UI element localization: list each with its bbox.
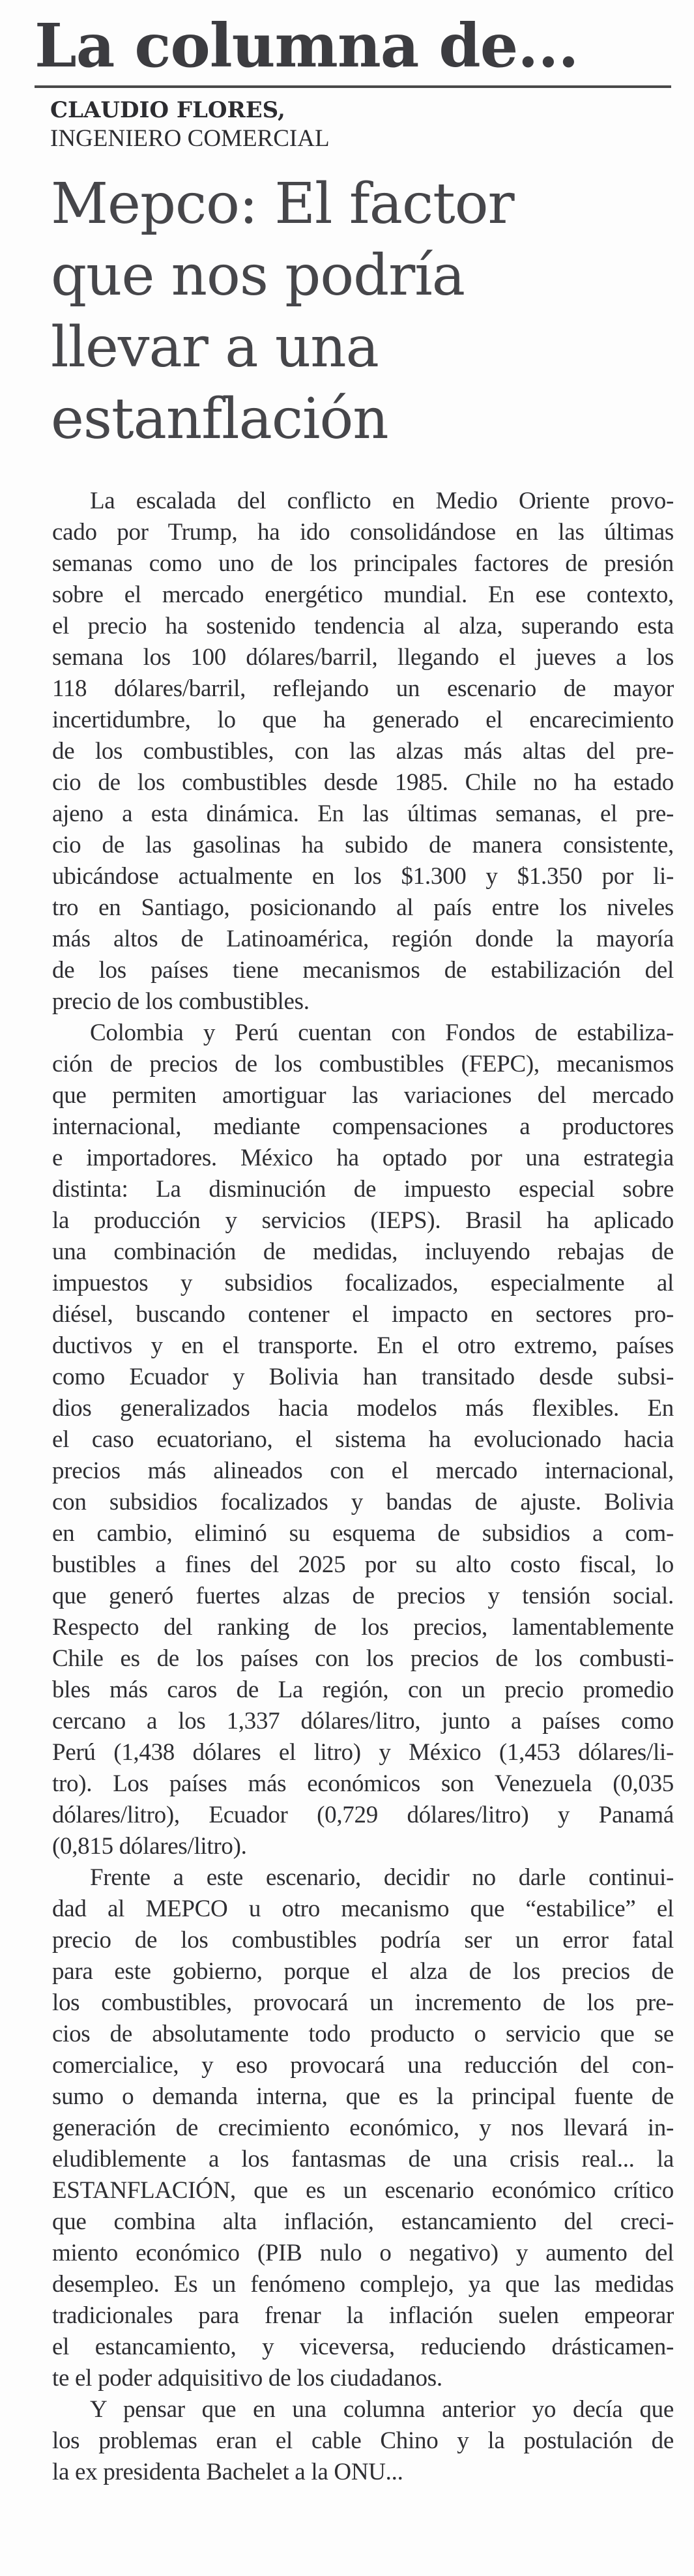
body-line: ubicándose actualmente en los $1.300 y $1.350 por li- (52, 863, 674, 890)
body-line: Respecto del ranking de los precios, lamentablemente (52, 1614, 674, 1641)
body-line: en cambio, eliminó su esquema de subsidios a com- (52, 1520, 674, 1547)
byline (50, 96, 330, 153)
body-line: internacional, mediante compensaciones a productores (52, 1113, 674, 1140)
body-line: Chile es de los países con los precios de los combusti- (52, 1645, 674, 1672)
body-line: bustibles a fines del 2025 por su alto costo fiscal, lo (52, 1551, 674, 1578)
body-line: desempleo. Es un fenómeno complejo, ya que las medidas (52, 2271, 674, 2298)
body-line: como Ecuador y Bolivia han transitado desde subsi- (52, 1364, 674, 1390)
body-line: Y pensar que en una columna anterior yo decía que (90, 2396, 674, 2423)
body-line: eludiblemente a los fantasmas de una crisis real... la (52, 2146, 674, 2173)
body-line: diésel, buscando contener el impacto en sectores pro- (52, 1301, 674, 1328)
body-line: Colombia y Perú cuentan con Fondos de estabiliza- (90, 1019, 674, 1046)
body-line: que generó fuertes alzas de precios y tensión social. (52, 1583, 674, 1609)
body-line: precio de los combustibles. (52, 988, 310, 1015)
body-line: cio de las gasolinas ha subido de manera consistente, (52, 832, 674, 858)
body-line: el estancamiento, y viceversa, reduciendo drásticamen- (52, 2334, 674, 2360)
body-line: Frente a este escenario, decidir no darle continui- (90, 1864, 674, 1891)
body-line: semana los 100 dólares/barril, llegando el jueves a los (52, 644, 674, 671)
body-line: ESTANFLACIÓN, que es un escenario económico crítico (52, 2177, 674, 2204)
body-line: cios de absolutamente todo producto o servicio que se (52, 2021, 674, 2047)
article-body (52, 486, 674, 2488)
body-line: ción de precios de los combustibles (FEPC), mecanismos (52, 1051, 674, 1077)
headline-line: Mepco: El factor (51, 171, 514, 237)
section-title: La columna de... (35, 10, 579, 81)
body-line: cio de los combustibles desde 1985. Chile no ha estado (52, 769, 674, 796)
body-line: precios más alineados con el mercado internacional, (52, 1457, 674, 1484)
body-line: tradicionales para frenar la inflación suelen empeorar (52, 2302, 674, 2329)
body-line: impuestos y subsidios focalizados, especialmente al (52, 1270, 674, 1296)
body-line: tro). Los países más económicos son Venezuela (0,035 (52, 1770, 674, 1797)
body-line: semanas como uno de los principales factores de presión (52, 550, 674, 577)
body-line: La escalada del conflicto en Medio Oriente provo- (90, 488, 674, 514)
body-line: dios generalizados hacia modelos más flexibles. En (52, 1395, 674, 1422)
body-line: comercialice, y eso provocará una reducción del con- (52, 2052, 674, 2079)
body-line: Perú (1,438 dólares el litro) y México (1,453 dólares/li- (52, 1739, 674, 1766)
body-line: el caso ecuatoriano, el sistema ha evolucionado hacia (52, 1426, 674, 1453)
body-line: e importadores. México ha optado por una estrategia (52, 1145, 674, 1171)
body-line: bles más caros de La región, con un precio promedio (52, 1676, 674, 1703)
body-line: para este gobierno, porque el alza de los precios de (52, 1958, 674, 1985)
masthead-rule (35, 85, 671, 88)
body-line: te el poder adquisitivo de los ciudadanos. (52, 2365, 442, 2392)
body-line: ajeno a esta dinámica. En las últimas semanas, el pre- (52, 800, 674, 827)
body-line: de los combustibles, con las alzas más altas del pre- (52, 738, 674, 765)
body-line: (0,815 dólares/litro). (52, 1833, 247, 1860)
body-line: 118 dólares/barril, reflejando un escenario de mayor (52, 675, 674, 702)
body-line: dólares/litro), Ecuador (0,729 dólares/litro) y Panamá (52, 1802, 674, 1828)
body-line: los problemas eran el cable Chino y la postulación de (52, 2427, 674, 2454)
body-line: precio de los combustibles podría ser un error fatal (52, 1927, 674, 1954)
body-line: el precio ha sostenido tendencia al alza, superando esta (52, 613, 674, 639)
body-line: miento económico (PIB nulo o negativo) y aumento del (52, 2240, 674, 2266)
body-line: con subsidios focalizados y bandas de ajuste. Bolivia (52, 1489, 674, 1515)
body-line: tro en Santiago, posicionando al país entre los niveles (52, 894, 674, 921)
body-line: cercano a los 1,337 dólares/litro, junto a países como (52, 1708, 674, 1734)
body-line: la ex presidenta Bachelet a la ONU... (52, 2459, 403, 2485)
body-line: sobre el mercado energético mundial. En ese contexto, (52, 581, 674, 608)
article-headline (51, 168, 676, 455)
body-line: sumo o demanda interna, que es la principal fuente de (52, 2083, 674, 2110)
body-line: más altos de Latinoamérica, región donde la mayoría (52, 926, 674, 952)
body-line: generación de crecimiento económico, y nos llevará in- (52, 2115, 674, 2141)
body-line: que permiten amortiguar las variaciones del mercado (52, 1082, 674, 1109)
body-line: incertidumbre, lo que ha generado el encarecimiento (52, 707, 674, 733)
author-role: INGENIERO COMERCIAL (50, 125, 330, 152)
headline-line: que nos podría (51, 243, 465, 308)
headline-line: llevar a una (51, 315, 379, 380)
body-line: cado por Trump, ha ido consolidándose en las últimas (52, 519, 674, 546)
body-line: de los países tiene mecanismos de estabilización del (52, 957, 674, 984)
body-line: dad al MEPCO u otro mecanismo que “estabilice” el (52, 1895, 674, 1922)
author-name: CLAUDIO FLORES, (50, 97, 285, 123)
body-line: distinta: La disminución de impuesto especial sobre (52, 1176, 674, 1203)
headline-line: estanflación (51, 387, 388, 452)
body-line: la producción y servicios (IEPS). Brasil ha aplicado (52, 1207, 674, 1234)
body-line: una combinación de medidas, incluyendo rebajas de (52, 1238, 674, 1265)
body-line: que combina alta inflación, estancamiento del creci- (52, 2208, 674, 2235)
body-line: ductivos y en el transporte. En el otro extremo, países (52, 1332, 674, 1359)
body-line: los combustibles, provocará un incremento de los pre- (52, 1989, 674, 2016)
